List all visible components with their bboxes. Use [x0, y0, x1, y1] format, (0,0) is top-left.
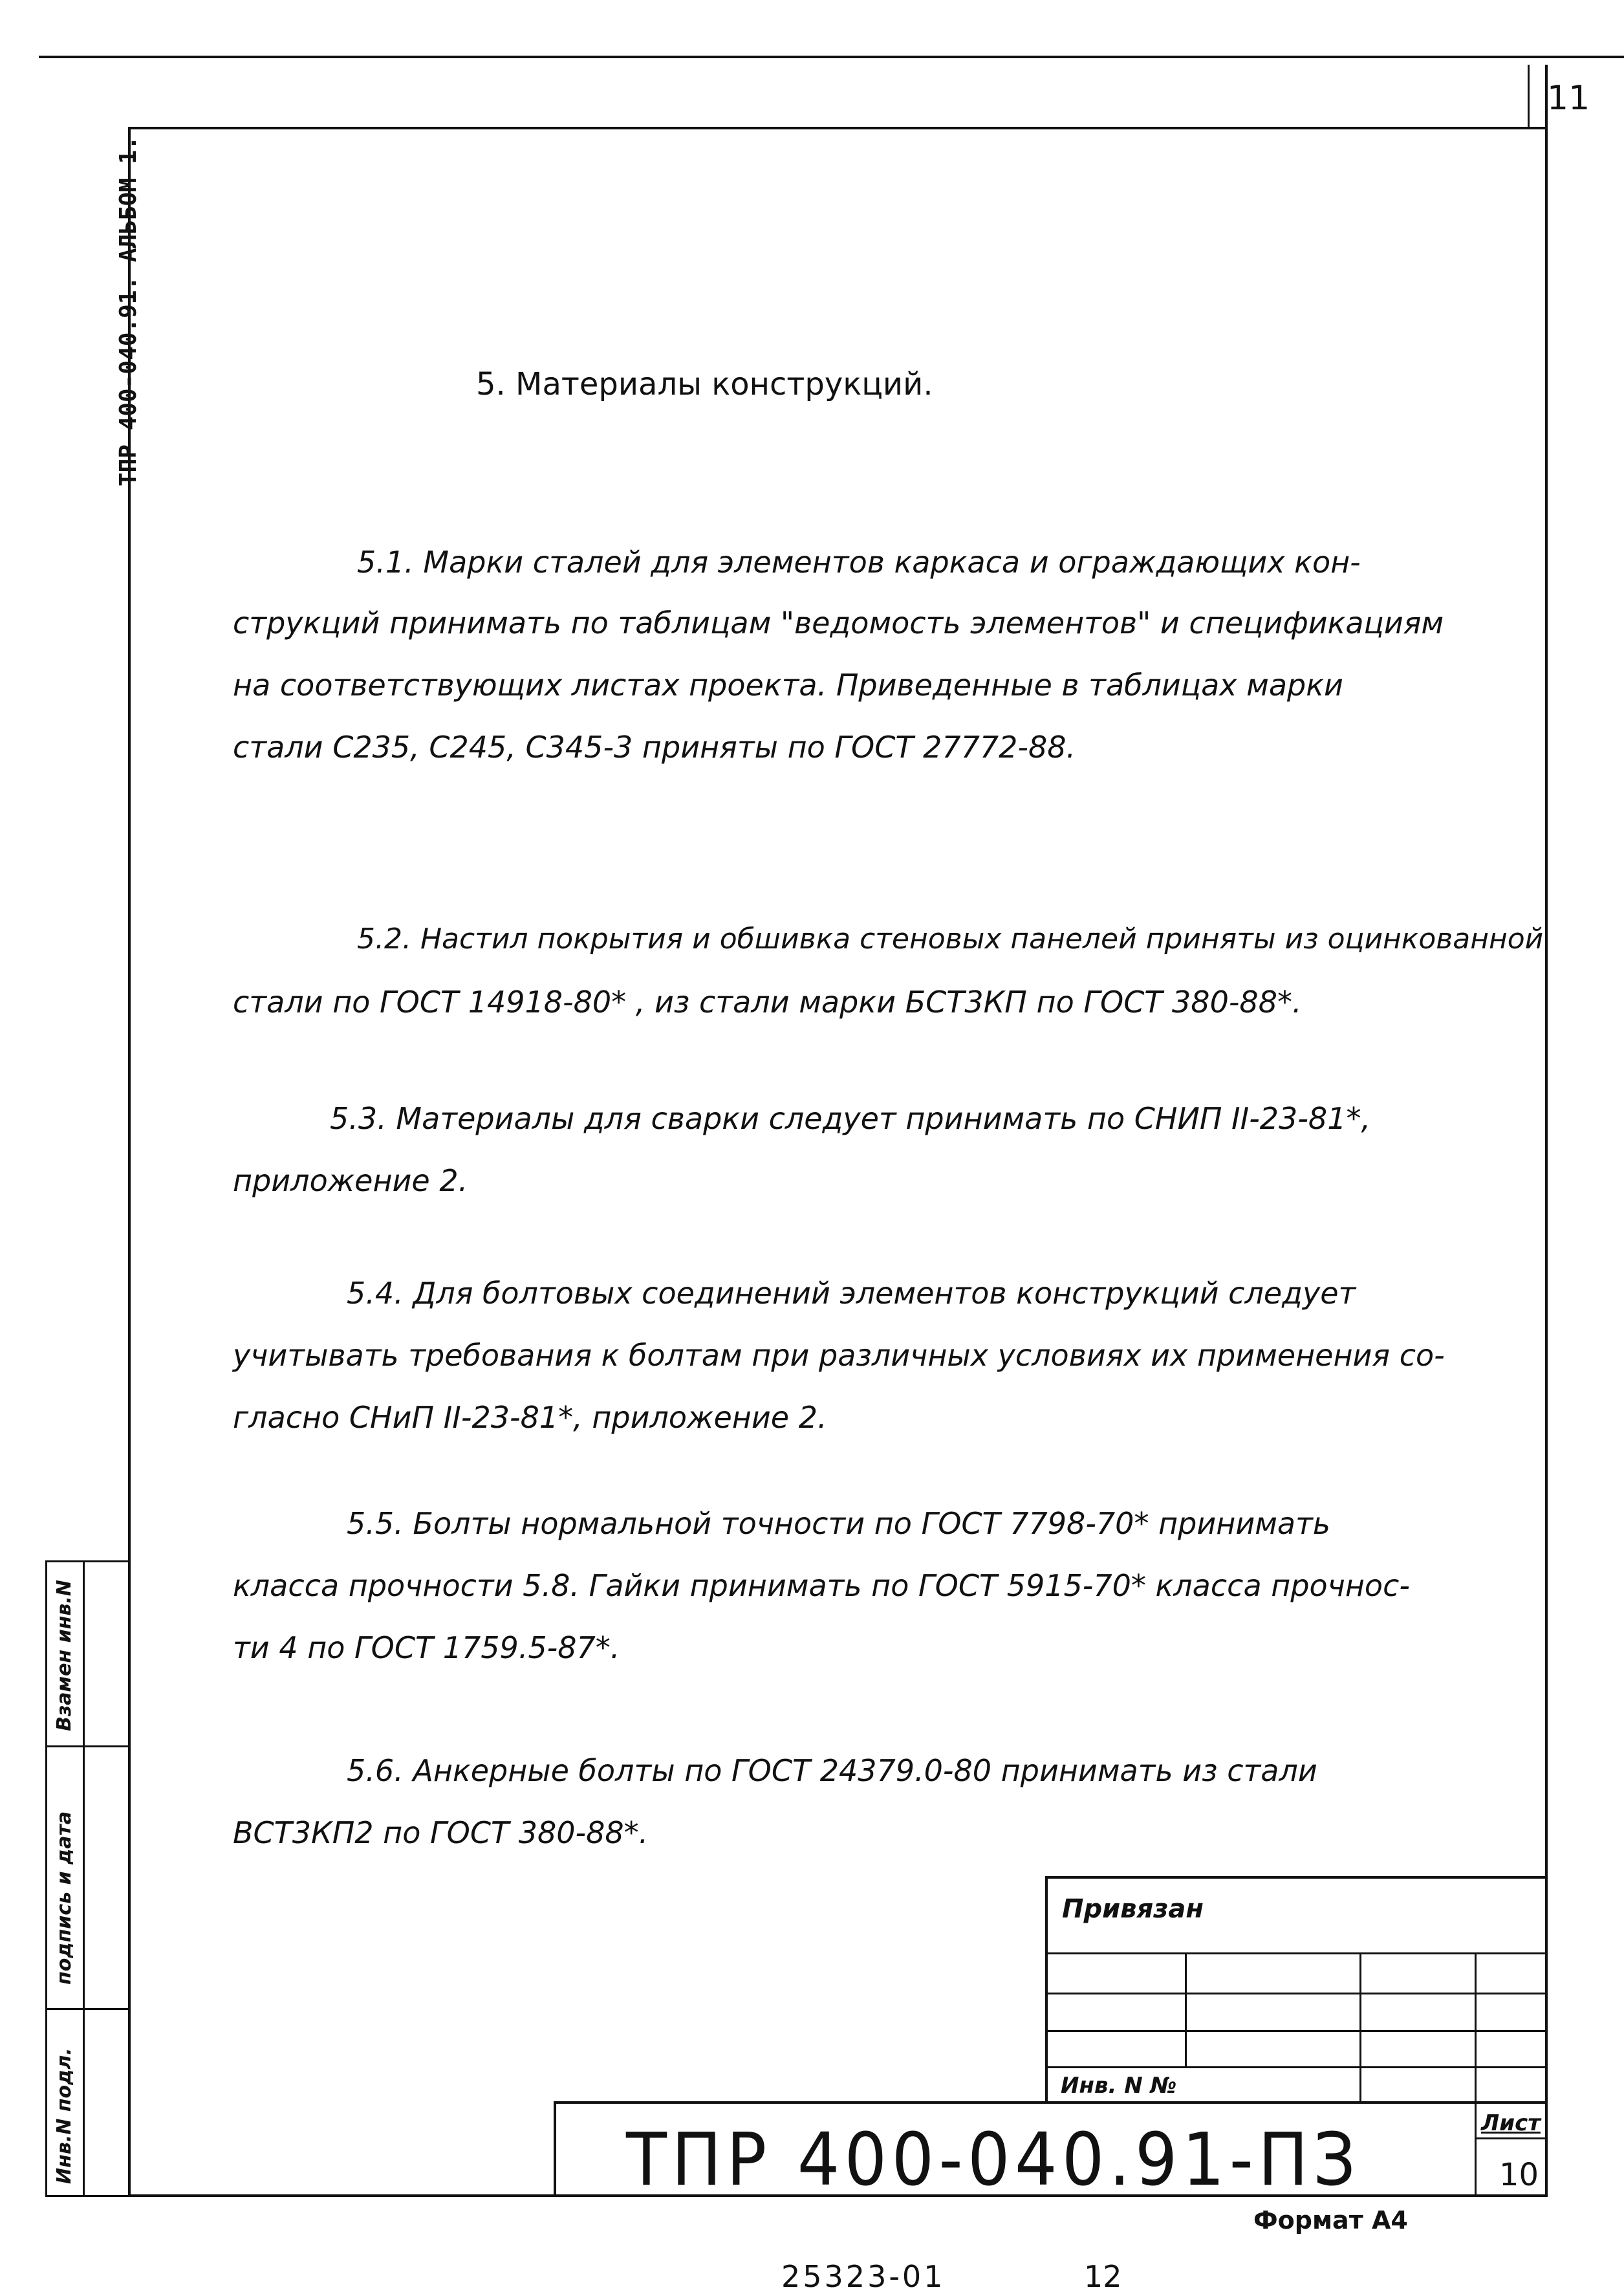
- sheet-number: 10: [1499, 2157, 1539, 2193]
- page-number-top: 11: [1547, 79, 1590, 118]
- inv-original-label: Инв.N подл.: [53, 2048, 76, 2184]
- top-rule: [39, 56, 1624, 58]
- title-block-left: [554, 2101, 556, 2196]
- title-block-top: [554, 2101, 1548, 2104]
- paragraph-line: гласно СНиП II-23-81*, приложение 2.: [233, 1400, 827, 1435]
- paragraph-line: 5.4. Для болтовых соединений элементов конструкций следует: [347, 1276, 1356, 1311]
- paragraph-line: струкций принимать по таблицам "ведомость элементов" и спецификациям: [233, 606, 1444, 640]
- order-number: 25323-01: [781, 2259, 946, 2294]
- paragraph-line: 5.2. Настил покрытия и обшивка стеновых панелей приняты из оцинкованной: [357, 923, 1544, 956]
- paragraph-line: 5.6. Анкерные болты по ГОСТ 24379.0-80 принимать из стали: [347, 1753, 1317, 1788]
- format-label: Формат А4: [1253, 2206, 1408, 2234]
- paragraph-line: 5.3. Материалы для сварки следует принимать по СНИП II-23-81*,: [330, 1101, 1371, 1136]
- section-title: 5. Материалы конструкций.: [476, 366, 933, 402]
- frame-top: [128, 127, 1546, 129]
- page-number-box-left: [1528, 65, 1530, 127]
- paragraph-line: ти 4 по ГОСТ 1759.5-87*.: [233, 1630, 620, 1665]
- inventory-number-label: Инв. N №: [1061, 2073, 1177, 2099]
- attached-label: Привязан: [1062, 1894, 1204, 1924]
- paragraph-line: класса прочности 5.8. Гайки принимать по ГОСТ 5915-70* класса прочнос-: [233, 1568, 1410, 1603]
- paragraph-line: ВСТ3КП2 по ГОСТ 380-88*.: [233, 1815, 649, 1850]
- paragraph-line: стали С235, С245, С345-3 приняты по ГОСТ 27772-88.: [233, 730, 1076, 765]
- copy-number: 12: [1084, 2259, 1122, 2294]
- paragraph-line: стали по ГОСТ 14918-80* , из стали марки БСТ3КП по ГОСТ 380-88*.: [233, 985, 1302, 1020]
- paragraph-line: приложение 2.: [233, 1163, 468, 1198]
- vzamen-label: Взамен инв.N: [53, 1580, 76, 1731]
- side-stamp: ТПР 400-040.91. АЛЬБОМ 1.: [115, 136, 142, 486]
- paragraph-line: 5.1. Марки сталей для элементов каркаса и ограждающих кон-: [357, 545, 1361, 580]
- sheet-box-mid: [1475, 2137, 1548, 2139]
- paragraph-line: 5.5. Болты нормальной точности по ГОСТ 7798-70* принимать: [347, 1506, 1331, 1541]
- sheet-label: Лист: [1481, 2110, 1541, 2136]
- signature-date-label: подпись и дата: [53, 1811, 76, 1985]
- paragraph-line: на соответствующих листах проекта. Приведенные в таблицах марки: [233, 668, 1343, 703]
- sheet-box-left: [1475, 2101, 1477, 2196]
- document-designation: ТПР 400-040.91-ПЗ: [626, 2118, 1361, 2202]
- paragraph-line: учитывать требования к болтам при различных условиях их применения со-: [233, 1338, 1445, 1373]
